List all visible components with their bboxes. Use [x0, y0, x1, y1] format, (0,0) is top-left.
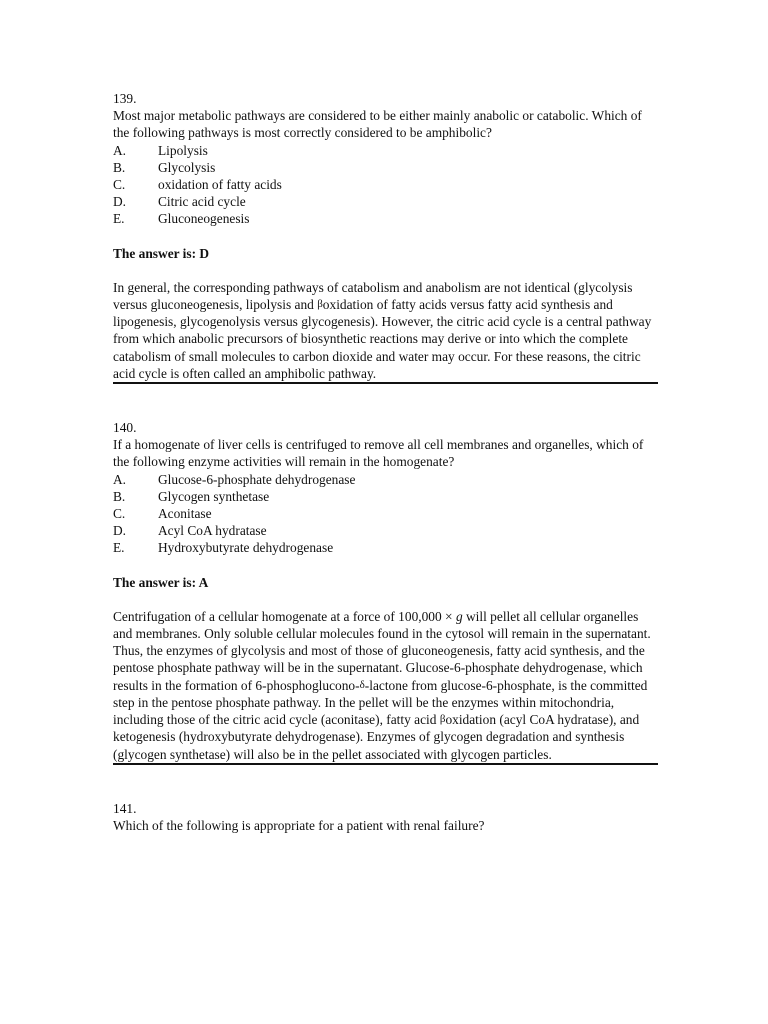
- delta-symbol: δ: [359, 678, 365, 691]
- option-e: [113, 539, 658, 556]
- document-page: [113, 90, 658, 834]
- option-letter: B.: [113, 488, 126, 504]
- question-stem: Which of the following is appropriate for a patient with renal failure?: [113, 817, 485, 833]
- option-a: [113, 142, 658, 159]
- option-c: [113, 176, 658, 193]
- option-letter: E.: [113, 211, 125, 227]
- option-text: Glucose-6-phosphate dehydrogenase: [158, 471, 356, 487]
- option-e: [113, 210, 658, 227]
- option-text: Glycolysis: [158, 159, 216, 175]
- explanation-text: oxidation (acyl CoA hydratase), and ketogenesis (hydroxybutyrate dehydrogenase). Enzymes of glycogen degradation and synthesis (glycogen synthetase) will also be in the pellet associated with glycogen particles.: [113, 712, 640, 762]
- question-141: [113, 800, 658, 834]
- option-letter: E.: [113, 540, 125, 556]
- option-text: Acyl CoA hydratase: [158, 523, 267, 539]
- question-140: [113, 419, 658, 765]
- answer-line: The answer is: D: [113, 245, 210, 261]
- option-b: [113, 159, 658, 176]
- option-a: [113, 471, 658, 488]
- option-letter: C.: [113, 506, 126, 522]
- option-b: [113, 488, 658, 505]
- option-d: [113, 193, 658, 210]
- option-text: Hydroxybutyrate dehydrogenase: [158, 540, 334, 556]
- italic-g: g: [455, 608, 463, 624]
- beta-symbol: β: [439, 713, 446, 726]
- question-number: 139.: [113, 91, 137, 106]
- option-d: [113, 522, 658, 539]
- explanation-text: will pellet all cellular organelles and membranes. Only soluble cellular molecules found in the cytosol will remain in the supernatant. Thus, the enzymes of glycolysis and most of those of gluconeogenesis, fatty acid synthesis, and the pentose phosphate pathway will be in the supernatant. Glucose-6-phosphate dehydrogenase, which results in the formation of 6-phosphoglucono-: [113, 608, 651, 693]
- option-letter: A.: [113, 471, 127, 487]
- option-c: [113, 505, 658, 522]
- question-139: [113, 90, 658, 384]
- question-stem: Most major metabolic pathways are considered to be either mainly anabolic or catabolic. Which of the following pathways is most correctly considered to be amphibolic?: [113, 108, 642, 141]
- explanation-text: oxidation of fatty acids versus fatty acid synthesis and lipogenesis, glycogenolysis versus glycogenesis). However, the citric acid cycle is a central pathway from which anabolic precursors of biosynthetic reactions may derive or into which the complete catabolism of small molecules to carbon dioxide and water may occur. For these reasons, the citric acid cycle is often called an amphibolic pathway.: [113, 297, 652, 381]
- explanation-paragraph: [113, 608, 658, 765]
- question-stem: If a homogenate of liver cells is centrifuged to remove all cell membranes and organelles, which of the following enzyme activities will remain in the homogenate?: [113, 437, 644, 470]
- explanation-text: Centrifugation of a cellular homogenate at a force of 100,000 ×: [113, 608, 456, 624]
- option-text: oxidation of fatty acids: [158, 177, 282, 193]
- answer-line: The answer is: A: [113, 574, 209, 590]
- option-text: Gluconeogenesis: [158, 211, 250, 227]
- explanation-text: In general, the corresponding pathways of catabolism and anabolism are not identical (glycolysis versus gluconeogenesis, lipolysis and: [113, 279, 633, 313]
- beta-symbol: β: [317, 298, 323, 311]
- option-text: Citric acid cycle: [158, 194, 246, 210]
- option-letter: B.: [113, 159, 126, 175]
- option-letter: A.: [113, 142, 127, 158]
- explanation-paragraph: [113, 279, 658, 384]
- option-text: Glycogen synthetase: [158, 488, 270, 504]
- explanation-text: -lactone from glucose-6-phosphate, is the committed step in the pentose phosphate pathway. In the pellet will be the enzymes within mitochondria, including those of the citric acid cycle (aconitase), fatty acid: [113, 677, 648, 728]
- question-number: 141.: [113, 800, 137, 816]
- option-letter: C.: [113, 177, 126, 193]
- option-text: Lipolysis: [158, 142, 208, 158]
- question-number: 140.: [113, 420, 137, 436]
- option-letter: D.: [113, 523, 127, 539]
- option-text: Aconitase: [158, 506, 212, 522]
- option-letter: D.: [113, 194, 127, 210]
